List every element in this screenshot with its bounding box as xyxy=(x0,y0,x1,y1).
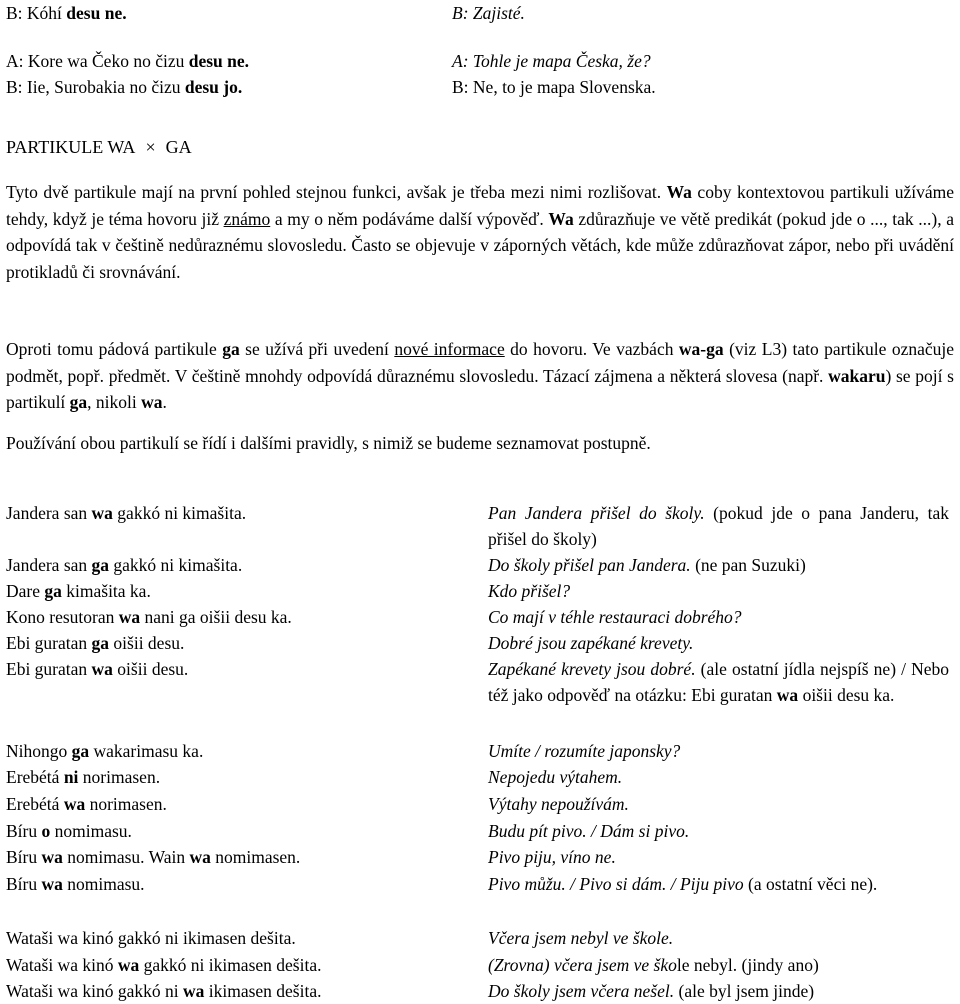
particle: ga xyxy=(71,741,90,761)
particle: ga xyxy=(91,633,110,653)
particle: ga xyxy=(91,555,110,575)
text: wakarimasu ka. xyxy=(89,741,204,761)
particle: ga xyxy=(44,581,62,601)
example-czech xyxy=(488,630,949,656)
text: coby kontextovou partikuli užíváme tehdy, když je téma hovoru již xyxy=(6,182,955,229)
translation: Zapékané krevety jsou dobré. xyxy=(488,659,696,679)
example-czech xyxy=(488,978,949,1004)
text: Ebi guratan xyxy=(6,633,92,653)
text: kimašita ka. xyxy=(61,581,151,601)
dialogue-bold: desu jo. xyxy=(184,77,243,97)
particle: wa xyxy=(41,874,63,894)
text: Oproti tomu pádová partikule xyxy=(6,339,223,359)
example-japanese xyxy=(6,502,246,524)
note: oišii desu ka. xyxy=(798,685,895,705)
text: Bíru xyxy=(6,874,42,894)
translation: Pan Jandera přišel do školy. xyxy=(488,503,705,523)
bold-term: Wa xyxy=(548,208,574,229)
text: ) se pojí s partikulí xyxy=(6,365,954,412)
section-heading xyxy=(6,136,192,158)
example-czech xyxy=(488,818,949,844)
dialogue-text: B: Iie, Surobakia no čizu xyxy=(6,77,185,97)
example-japanese xyxy=(6,658,188,680)
text: Bíru xyxy=(6,847,42,867)
heading-right: GA xyxy=(165,137,192,157)
paragraph-rules: Používání obou partikulí se řídí i dalšími pravidly, s nimiž se budeme seznamovat postupně. xyxy=(6,433,651,453)
translation-line-1: B: Zajisté. xyxy=(452,3,525,23)
text: , nikoli xyxy=(87,392,142,412)
dialogue-line-1 xyxy=(6,2,127,24)
particle: wa xyxy=(189,847,211,867)
text: Ebi guratan xyxy=(6,659,92,679)
example-japanese xyxy=(6,980,322,1002)
underlined-term: známo xyxy=(223,208,271,229)
text: ikimasen dešita. xyxy=(204,981,322,1001)
dialogue-bold: desu ne. xyxy=(188,51,250,71)
translation: Umíte / rozumíte japonsky? xyxy=(488,741,681,761)
text: Nihongo xyxy=(6,741,72,761)
text: Wataši wa kinó gakkó ni xyxy=(6,981,183,1001)
text: . xyxy=(162,392,167,412)
text: nomimasen. xyxy=(210,847,301,867)
text: Jandera san xyxy=(6,555,92,575)
dialogue-text: B: Kóhí xyxy=(6,3,67,23)
example-japanese xyxy=(6,766,160,788)
paragraph-wa xyxy=(6,179,954,285)
text: norimasen. xyxy=(78,767,161,787)
example-czech xyxy=(488,578,949,604)
example-japanese xyxy=(6,580,151,602)
paragraph-ga xyxy=(6,336,954,416)
note: (ale byl jsem jinde) xyxy=(674,981,815,1001)
dialogue-line-2 xyxy=(6,50,249,72)
text: oišii desu. xyxy=(112,659,189,679)
example-japanese xyxy=(6,632,184,654)
text: Wataši wa kinó xyxy=(6,955,118,975)
dialogue-text: A: Kore wa Čeko no čizu xyxy=(6,51,189,71)
text: gakkó ni ikimasen dešita. xyxy=(139,955,322,975)
text: a my o něm podáváme další výpověď. xyxy=(270,208,549,229)
underlined-term: nové informace xyxy=(394,339,505,359)
particle: wa xyxy=(91,659,113,679)
example-czech xyxy=(488,604,949,630)
text: nomimasu. xyxy=(62,874,145,894)
example-japanese xyxy=(6,927,296,949)
text: Dare xyxy=(6,581,45,601)
translation-line-2: A: Tohle je mapa Česka, že? xyxy=(452,51,651,71)
particle: wa xyxy=(776,685,799,705)
text: zdůrazňuje ve větě predikát (pokud jde o ..., tak ...), a odpovídá tak v češtině nedůraznému slovosledu. Často se objevuje v záporných větách, kde může zdůrazňovat zápor, nebo při uvádění protikladů či srovnávání. xyxy=(6,208,954,282)
text: norimasen. xyxy=(85,794,167,814)
text: Erebétá xyxy=(6,767,64,787)
translation: Pivo můžu. / Pivo si dám. / Piju pivo xyxy=(488,874,744,894)
text: nomimasu. xyxy=(50,821,132,841)
text: Wataši wa kinó gakkó ni ikimasen dešita. xyxy=(6,928,296,948)
bold-term: ga xyxy=(222,339,240,359)
particle: wa xyxy=(91,503,113,523)
translation: Pivo piju, víno ne. xyxy=(488,847,616,867)
note: (ne pan Suzuki) xyxy=(690,555,806,575)
example-czech xyxy=(488,952,949,978)
note: (ale ostatní jídla nejspíš ne) / Nebo též jako odpověď na otázku: Ebi guratan xyxy=(488,659,949,705)
translation: Výtahy nepoužívám. xyxy=(488,794,629,814)
example-japanese xyxy=(6,740,203,762)
translation: Do školy přišel pan Jandera. xyxy=(488,555,691,575)
example-japanese xyxy=(6,820,132,842)
translation-line-3: B: Ne, to je mapa Slovenska. xyxy=(452,77,656,97)
particle: ni xyxy=(63,767,79,787)
particle: wa xyxy=(63,794,86,814)
example-czech xyxy=(488,871,949,897)
example-japanese xyxy=(6,606,292,628)
text: Kono resutoran xyxy=(6,607,119,627)
example-czech xyxy=(488,791,949,817)
example-czech xyxy=(488,844,949,870)
translation: (Zrovna) včera jsem ve ško xyxy=(488,955,677,975)
example-czech xyxy=(488,552,949,578)
text: se užívá při uvedení xyxy=(239,339,395,359)
note: (a ostatní věci ne). xyxy=(743,874,878,894)
translation: Do školy jsem včera nešel. xyxy=(488,981,675,1001)
text: gakkó ni kimašita. xyxy=(109,555,243,575)
text: gakkó ni kimašita. xyxy=(112,503,247,523)
example-japanese xyxy=(6,954,321,976)
example-czech xyxy=(488,738,949,764)
particle: wa xyxy=(118,607,141,627)
bold-term: wa-ga xyxy=(678,339,724,359)
example-japanese xyxy=(6,554,242,576)
text: oišii desu. xyxy=(109,633,185,653)
text: Erebétá xyxy=(6,794,64,814)
text: do hovoru. Ve vazbách xyxy=(504,339,679,359)
example-czech xyxy=(488,925,949,951)
particle: o xyxy=(41,821,51,841)
heading-left: PARTIKULE WA xyxy=(6,137,136,157)
text: Bíru xyxy=(6,821,42,841)
note: (pokud jde o pana Janderu, tak přišel do školy) xyxy=(488,503,949,549)
translation: Včera jsem nebyl ve škole. xyxy=(488,928,674,948)
text: nomimasu. Wain xyxy=(62,847,190,867)
translation: Budu pít pivo. / Dám si pivo. xyxy=(488,821,690,841)
bold-term: wa xyxy=(141,392,163,412)
bold-term: Wa xyxy=(666,182,692,202)
dialogue-bold: desu ne. xyxy=(66,3,127,23)
translation: Nepojedu výtahem. xyxy=(488,767,623,787)
example-czech xyxy=(488,656,949,708)
text: nani ga oišii desu ka. xyxy=(140,607,292,627)
example-japanese xyxy=(6,846,300,868)
cross-symbol: × xyxy=(145,137,156,157)
translation: Kdo přišel? xyxy=(488,581,571,601)
example-japanese xyxy=(6,873,145,895)
translation: Dobré jsou zapékané krevety. xyxy=(488,633,694,653)
particle: wa xyxy=(182,981,205,1001)
translation: Co mají v téhle restauraci dobrého? xyxy=(488,607,742,627)
example-czech xyxy=(488,764,949,790)
bold-term: ga xyxy=(69,392,88,412)
text: Tyto dvě partikule mají na první pohled stejnou funkci, avšak je třeba mezi nimi rozlišovat. xyxy=(6,182,662,202)
particle: wa xyxy=(41,847,63,867)
example-japanese xyxy=(6,793,167,815)
text: (viz L3) tato partikule označuje podmět, popř. předmět. V češtině mnohdy odpovídá důraznému slovosledu. Tázací zájmena a některá slovesa (např. xyxy=(6,339,955,386)
example-czech xyxy=(488,500,949,552)
dialogue-line-3 xyxy=(6,76,242,98)
text: Jandera san xyxy=(6,503,92,523)
particle: wa xyxy=(117,955,140,975)
bold-term: wakaru xyxy=(828,365,886,386)
note: le nebyl. (jindy ano) xyxy=(676,955,819,975)
